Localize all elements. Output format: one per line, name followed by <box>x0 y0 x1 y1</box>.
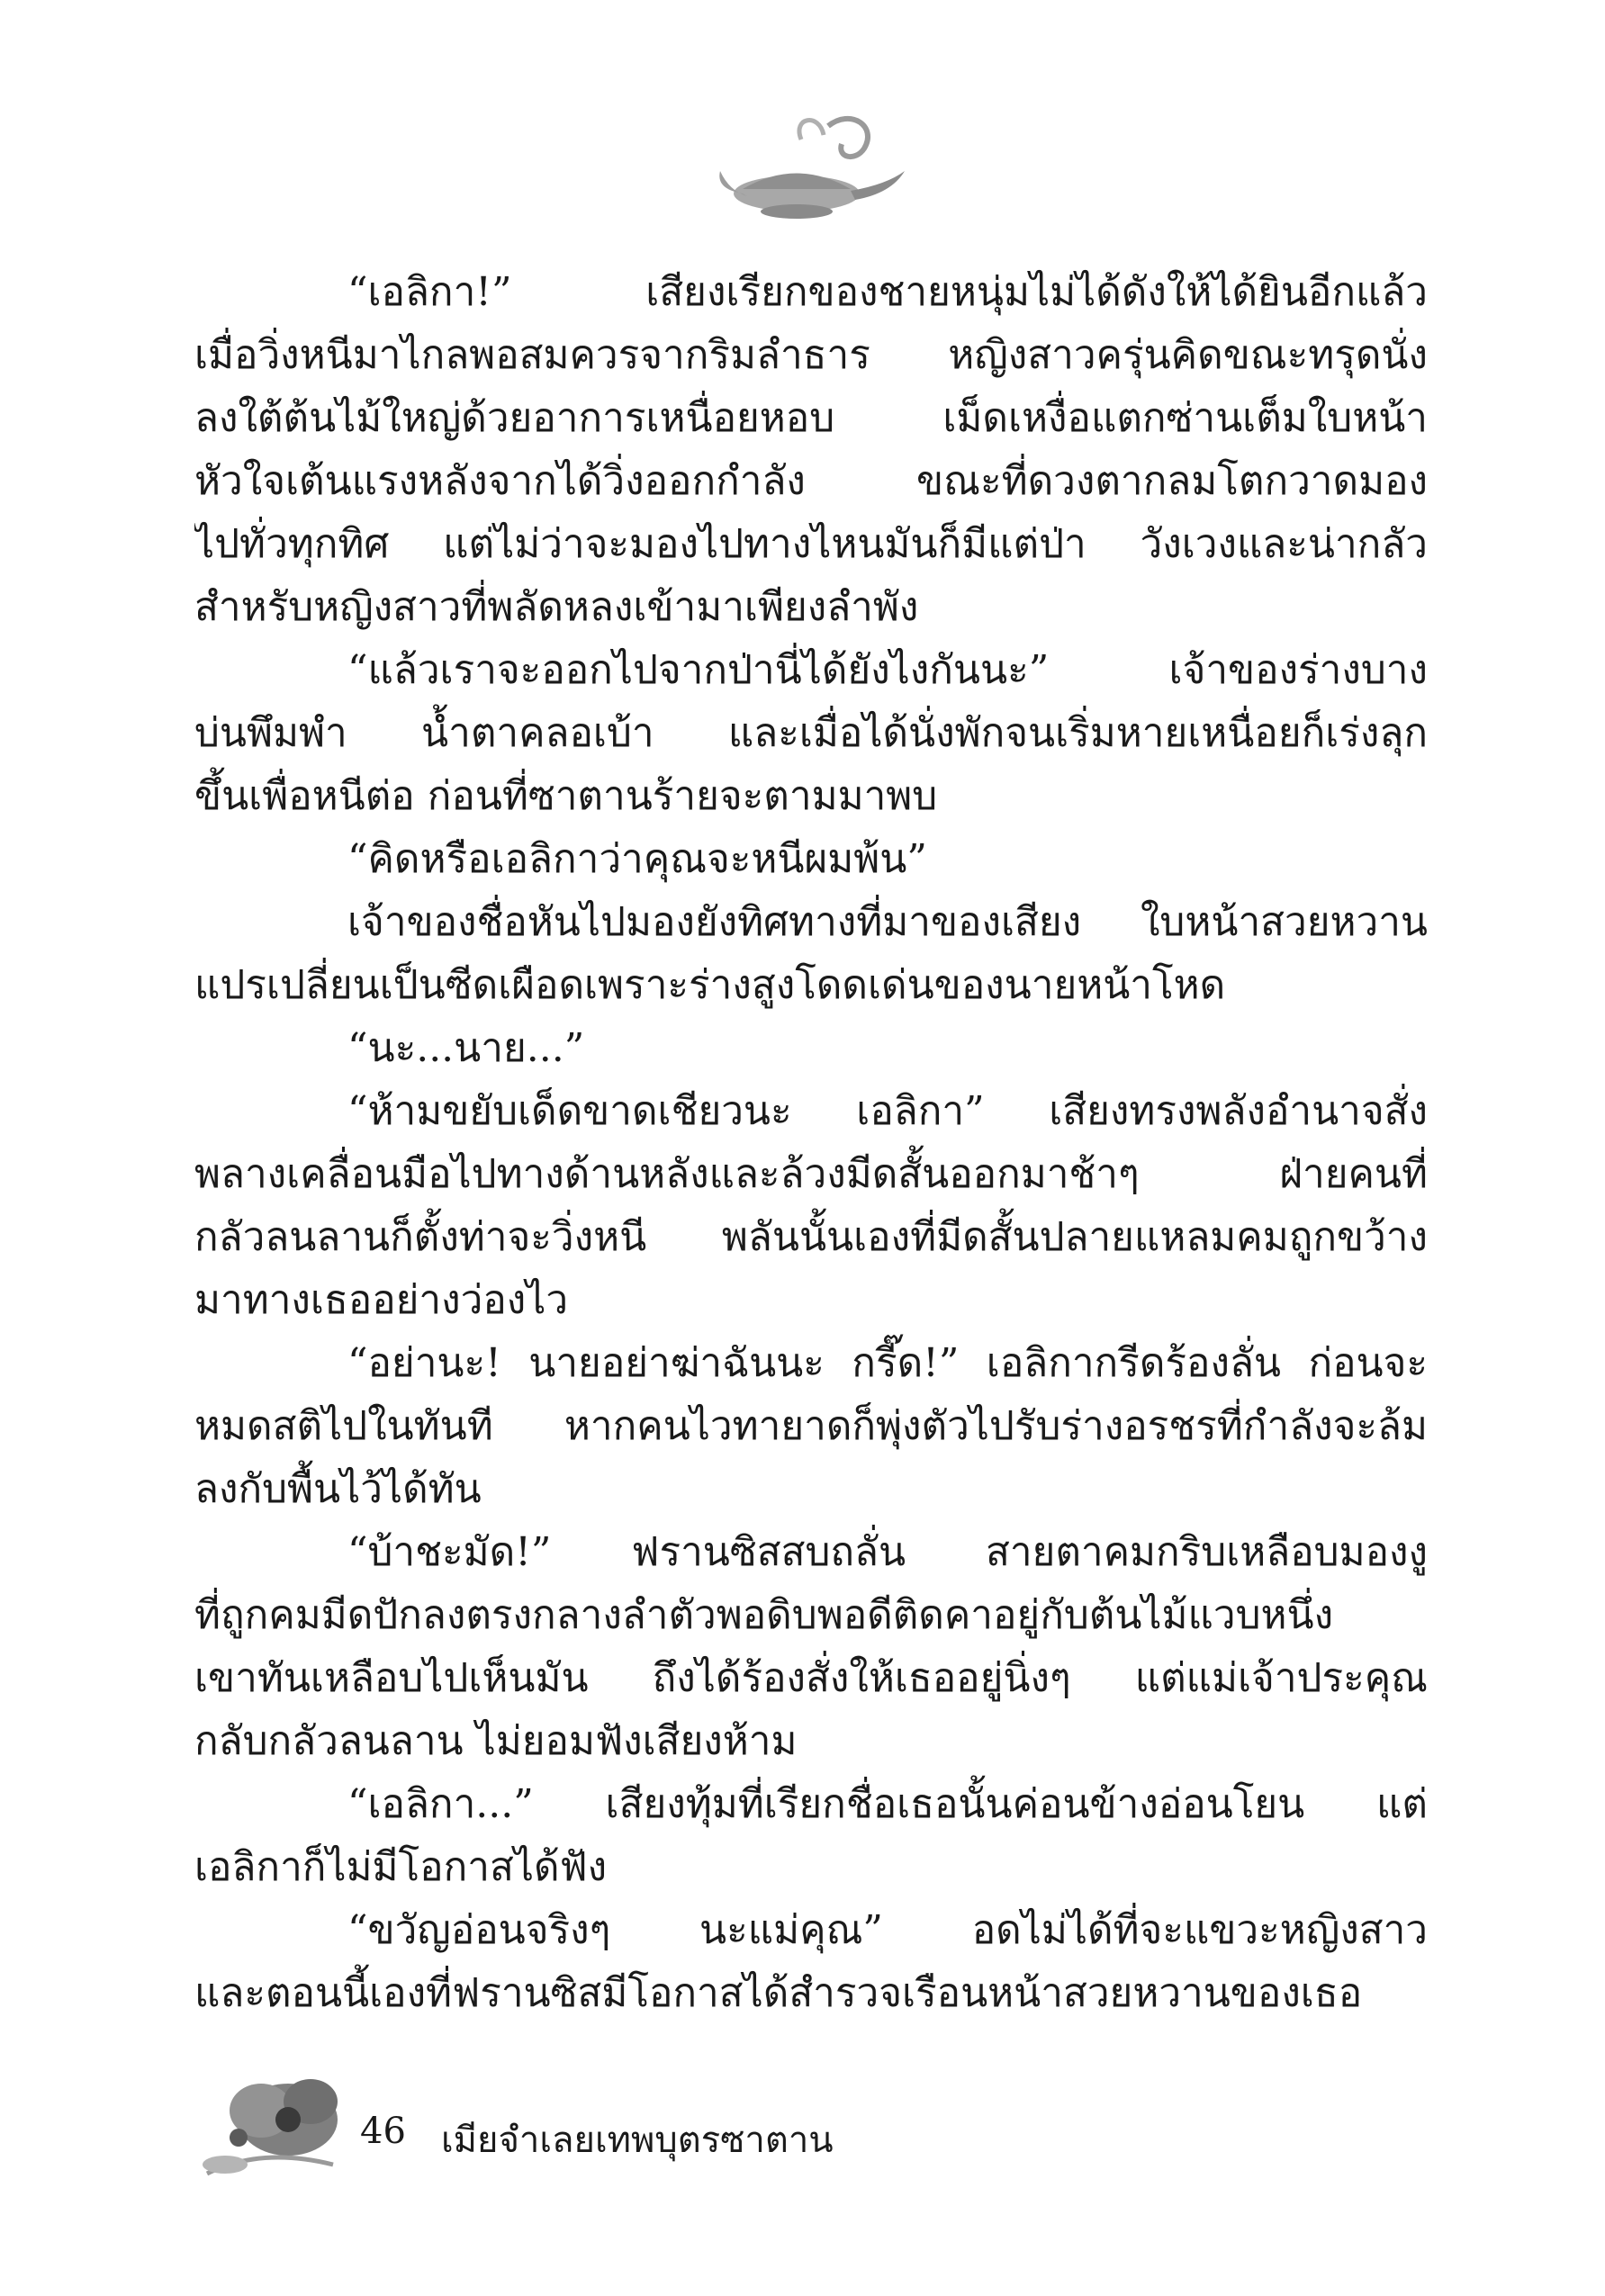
genie-lamp-icon <box>693 108 927 234</box>
text-line: “ขวัญอ่อนจริงๆ นะแม่คุณ” อดไม่ได้ที่จะแขวะหญิงสาว <box>347 1907 1428 1953</box>
page-footer <box>189 2057 1449 2201</box>
text-line: “นะ...นาย...” <box>347 1025 585 1071</box>
text-line: “อย่านะ! นายอย่าฆ่าฉันนะ กรี๊ด!” เอลิกากรีดร้องลั่น ก่อนจะ <box>347 1340 1428 1386</box>
body-text <box>194 261 1428 2025</box>
flower-icon <box>189 2057 369 2201</box>
text-line: มาทางเธออย่างว่องไว <box>194 1277 569 1323</box>
text-line: “เอลิกา!” เสียงเรียกของชายหนุ่มไม่ได้ดังให้ได้ยินอีกแล้ว <box>347 269 1428 315</box>
text-line: กลับกลัวลนลาน ไม่ยอมฟังเสียงห้าม <box>194 1718 798 1764</box>
text-line: เอลิกาก็ไม่มีโอกาสได้ฟัง <box>194 1844 608 1890</box>
text-line: “แล้วเราจะออกไปจากป่านี่ได้ยังไงกันนะ” เจ้าของร่างบาง <box>347 647 1428 693</box>
text-line: กลัวลนลานก็ตั้งท่าจะวิ่งหนี พลันนั้นเองที่มีดสั้นปลายแหลมคมถูกขว้าง <box>194 1214 1428 1260</box>
text-line: ที่ถูกคมมีดปักลงตรงกลางลำตัวพอดิบพอดีติดคาอยู่กับต้นไม้แวบหนึ่ง <box>194 1592 1334 1638</box>
text-line: สำหรับหญิงสาวที่พลัดหลงเข้ามาเพียงลำพัง <box>194 584 919 630</box>
text-line: หัวใจเต้นแรงหลังจากได้วิ่งออกกำลัง ขณะที่ดวงตากลมโตกวาดมอง <box>194 458 1428 504</box>
text-line: บ่นพึมพำ น้ำตาคลอเบ้า และเมื่อได้นั่งพักจนเริ่มหายเหนื่อยก็เร่งลุก <box>194 710 1428 756</box>
running-title: เมียจำเลยเทพบุตรซาตาน <box>441 2120 834 2161</box>
text-line: และตอนนี้เองที่ฟรานซิสมีโอกาสได้สำรวจเรือนหน้าสวยหวานของเธอ <box>194 1970 1363 2016</box>
text-line: เจ้าของชื่อหันไปมองยังทิศทางที่มาของเสียง ใบหน้าสวยหวาน <box>347 899 1428 945</box>
text-line: ขึ้นเพื่อหนีต่อ ก่อนที่ซาตานร้ายจะตามมาพบ <box>194 773 938 819</box>
text-line: “ห้ามขยับเด็ดขาดเชียวนะ เอลิกา” เสียงทรงพลังอำนาจสั่ง <box>347 1088 1428 1134</box>
text-line: เขาทันเหลือบไปเห็นมัน ถึงได้ร้องสั่งให้เธออยู่นิ่งๆ แต่แม่เจ้าประคุณ <box>194 1655 1428 1701</box>
text-line: หมดสติไปในทันที หากคนไวทายาดก็พุ่งตัวไปรับร่างอรชรที่กำลังจะล้ม <box>194 1403 1428 1449</box>
page-number: 46 <box>360 2111 406 2152</box>
text-line: “เอลิกา...” เสียงทุ้มที่เรียกชื่อเธอนั้นค่อนข้างอ่อนโยน แต่ <box>347 1781 1428 1827</box>
text-line: “คิดหรือเอลิกาว่าคุณจะหนีผมพ้น” <box>347 836 927 882</box>
text-line: “บ้าชะมัด!” ฟรานซิสสบถลั่น สายตาคมกริบเหลือบมองงู <box>347 1529 1428 1575</box>
text-line: ลงกับพื้นไว้ได้ทัน <box>194 1466 482 1512</box>
text-line: ลงใต้ต้นไม้ใหญ่ด้วยอาการเหนื่อยหอบ เม็ดเหงื่อแตกซ่านเต็มใบหน้า <box>194 395 1428 441</box>
text-line: พลางเคลื่อนมือไปทางด้านหลังและล้วงมีดสั้นออกมาช้าๆ ฝ่ายคนที่ <box>194 1151 1428 1197</box>
text-line: เมื่อวิ่งหนีมาไกลพอสมควรจากริมลำธาร หญิงสาวครุ่นคิดขณะทรุดนั่ง <box>194 332 1428 378</box>
text-line: ไปทั่วทุกทิศ แต่ไม่ว่าจะมองไปทางไหนมันก็มีแต่ป่า วังเวงและน่ากลัว <box>194 521 1428 567</box>
text-line: แปรเปลี่ยนเป็นซีดเผือดเพราะร่างสูงโดดเด่นของนายหน้าโหด <box>194 962 1226 1008</box>
